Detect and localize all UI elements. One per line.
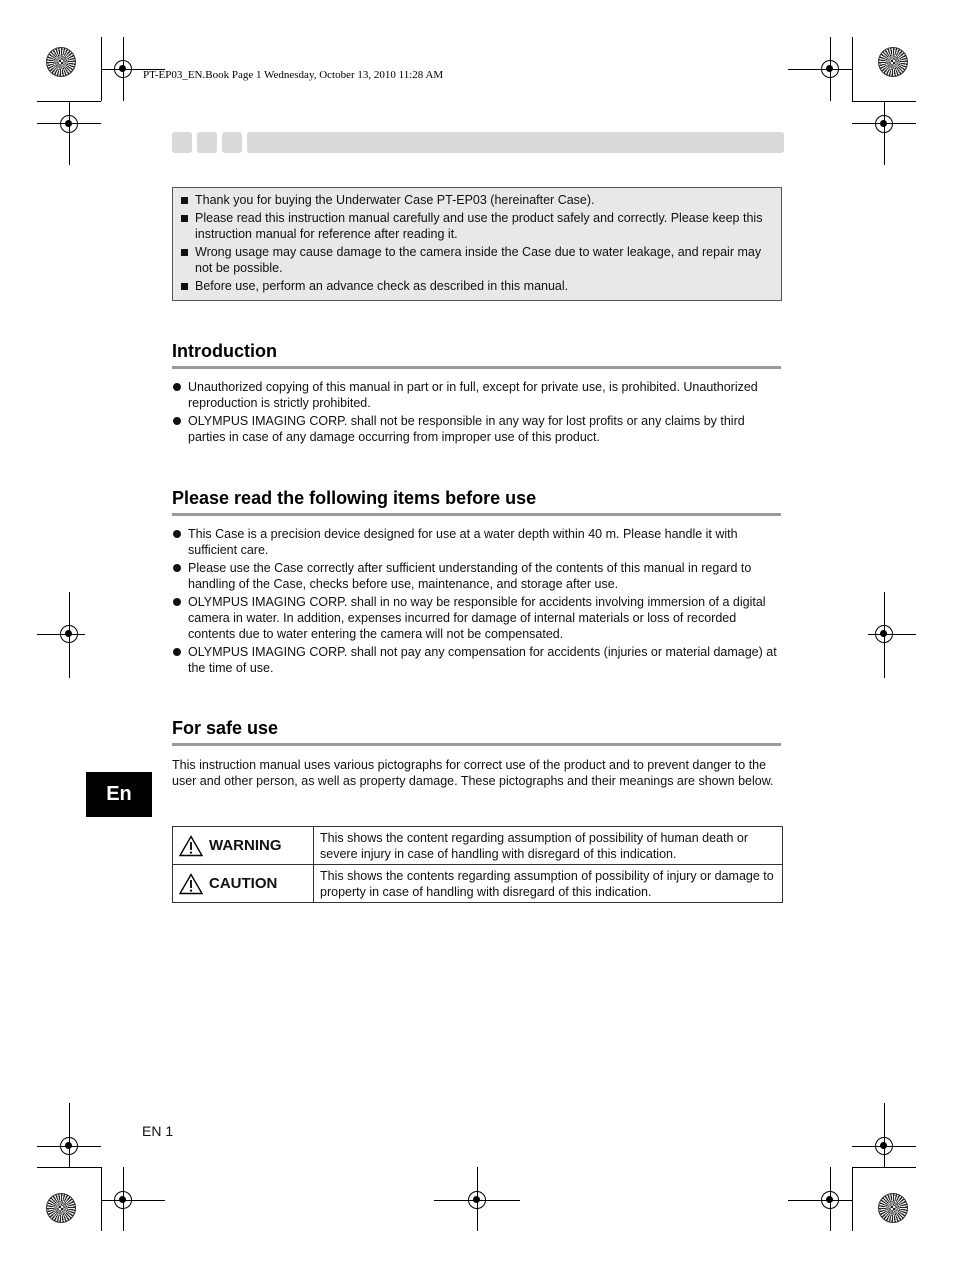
crop-mark [852, 1167, 916, 1168]
before-use-title: Please read the following items before use [172, 488, 537, 508]
crop-mark [788, 1200, 852, 1201]
warning-label: WARNING [209, 836, 282, 854]
crop-mark [69, 1103, 70, 1167]
header-bar-segment [172, 132, 192, 153]
crop-mark [884, 592, 885, 678]
crop-mark [123, 1167, 124, 1231]
caution-label-cell [173, 865, 314, 903]
warning-triangle-icon [179, 873, 203, 895]
list-item: OLYMPUS IMAGING CORP. shall not be responsible in any way for lost profits or any claims by third parties in case of any damage occurring from improper use of this product. [172, 413, 784, 445]
introduction-title: Introduction [172, 341, 277, 361]
table-row [173, 827, 783, 865]
crop-mark [852, 123, 916, 124]
safe-use-title: For safe use [172, 718, 279, 738]
header-bar-segment [247, 132, 784, 153]
crop-mark [852, 37, 853, 101]
crop-mark [868, 634, 916, 635]
crop-mark [37, 1167, 101, 1168]
page-number: EN 1 [142, 1123, 174, 1139]
warning-label-cell [173, 827, 314, 865]
notice-box [172, 187, 782, 301]
notice-item: Thank you for buying the Underwater Case PT-EP03 (hereinafter Case). [179, 192, 773, 208]
color-wheel-mark [878, 47, 908, 77]
crop-mark [477, 1167, 478, 1231]
crop-mark [434, 1200, 520, 1201]
crop-mark [101, 1200, 165, 1201]
crop-mark [101, 1167, 102, 1231]
crop-mark [884, 1103, 885, 1167]
crop-mark [884, 101, 885, 165]
crop-mark [788, 69, 852, 70]
notice-item: Wrong usage may cause damage to the camera inside the Case due to water leakage, and repair may not be possible. [179, 244, 773, 276]
crop-mark [852, 1167, 853, 1231]
warning-triangle-icon [179, 835, 203, 857]
language-tab: En [86, 772, 152, 817]
header-bar-segment [222, 132, 242, 153]
section-rule [172, 513, 781, 516]
crop-mark [69, 592, 70, 678]
list-item: OLYMPUS IMAGING CORP. shall not pay any compensation for accidents (injuries or material damage) at the time of use. [172, 644, 784, 676]
warning-description: This shows the content regarding assumption of possibility of human death or severe injury in case of handling with disregard of this indication. [314, 827, 783, 865]
table-row [173, 865, 783, 903]
pictograph-table [172, 826, 783, 903]
color-wheel-mark [46, 47, 76, 77]
safe-use-paragraph: This instruction manual uses various pictographs for correct use of the product and to prevent danger to the user and other person, as well as property damage. These pictographs and their meanings are shown below. [172, 758, 774, 788]
list-item: OLYMPUS IMAGING CORP. shall in no way be responsible for accidents involving immersion of a digital camera in water. In addition, expenses incurred for damage of internal materials or loss of recorded contents due to water entering the camera will not be compensated. [172, 594, 784, 642]
crop-mark [37, 123, 101, 124]
list-item: This Case is a precision device designed for use at a water depth within 40 m. Please handle it with sufficient care. [172, 526, 784, 558]
before-use-list [172, 526, 784, 678]
crop-mark [37, 1146, 101, 1147]
caution-description: This shows the contents regarding assumption of possibility of injury or damage to property in case of handling with disregard of this indication. [314, 865, 783, 903]
section-rule [172, 743, 781, 746]
crop-mark [830, 1167, 831, 1231]
section-rule [172, 366, 781, 369]
crop-mark [852, 1146, 916, 1147]
notice-item: Please read this instruction manual carefully and use the product safely and correctly. Please keep this instruction manual for reference after reading it. [179, 210, 773, 242]
crop-mark [37, 634, 85, 635]
header-bar [172, 132, 784, 153]
header-bar-segment [197, 132, 217, 153]
color-wheel-mark [46, 1193, 76, 1223]
notice-item: Before use, perform an advance check as described in this manual. [179, 278, 773, 294]
list-item: Please use the Case correctly after sufficient understanding of the contents of this manual in regard to handling of the Case, checks before use, maintenance, and storage after use. [172, 560, 784, 592]
introduction-list [172, 379, 784, 447]
crop-mark [69, 101, 70, 165]
list-item: Unauthorized copying of this manual in part or in full, except for private use, is prohibited. Unauthorized reproduction is strictly prohibited. [172, 379, 784, 411]
color-wheel-mark [878, 1193, 908, 1223]
print-header: PT-EP03_EN.Book Page 1 Wednesday, October 13, 2010 11:28 AM [143, 69, 444, 81]
caution-label: CAUTION [209, 874, 278, 892]
